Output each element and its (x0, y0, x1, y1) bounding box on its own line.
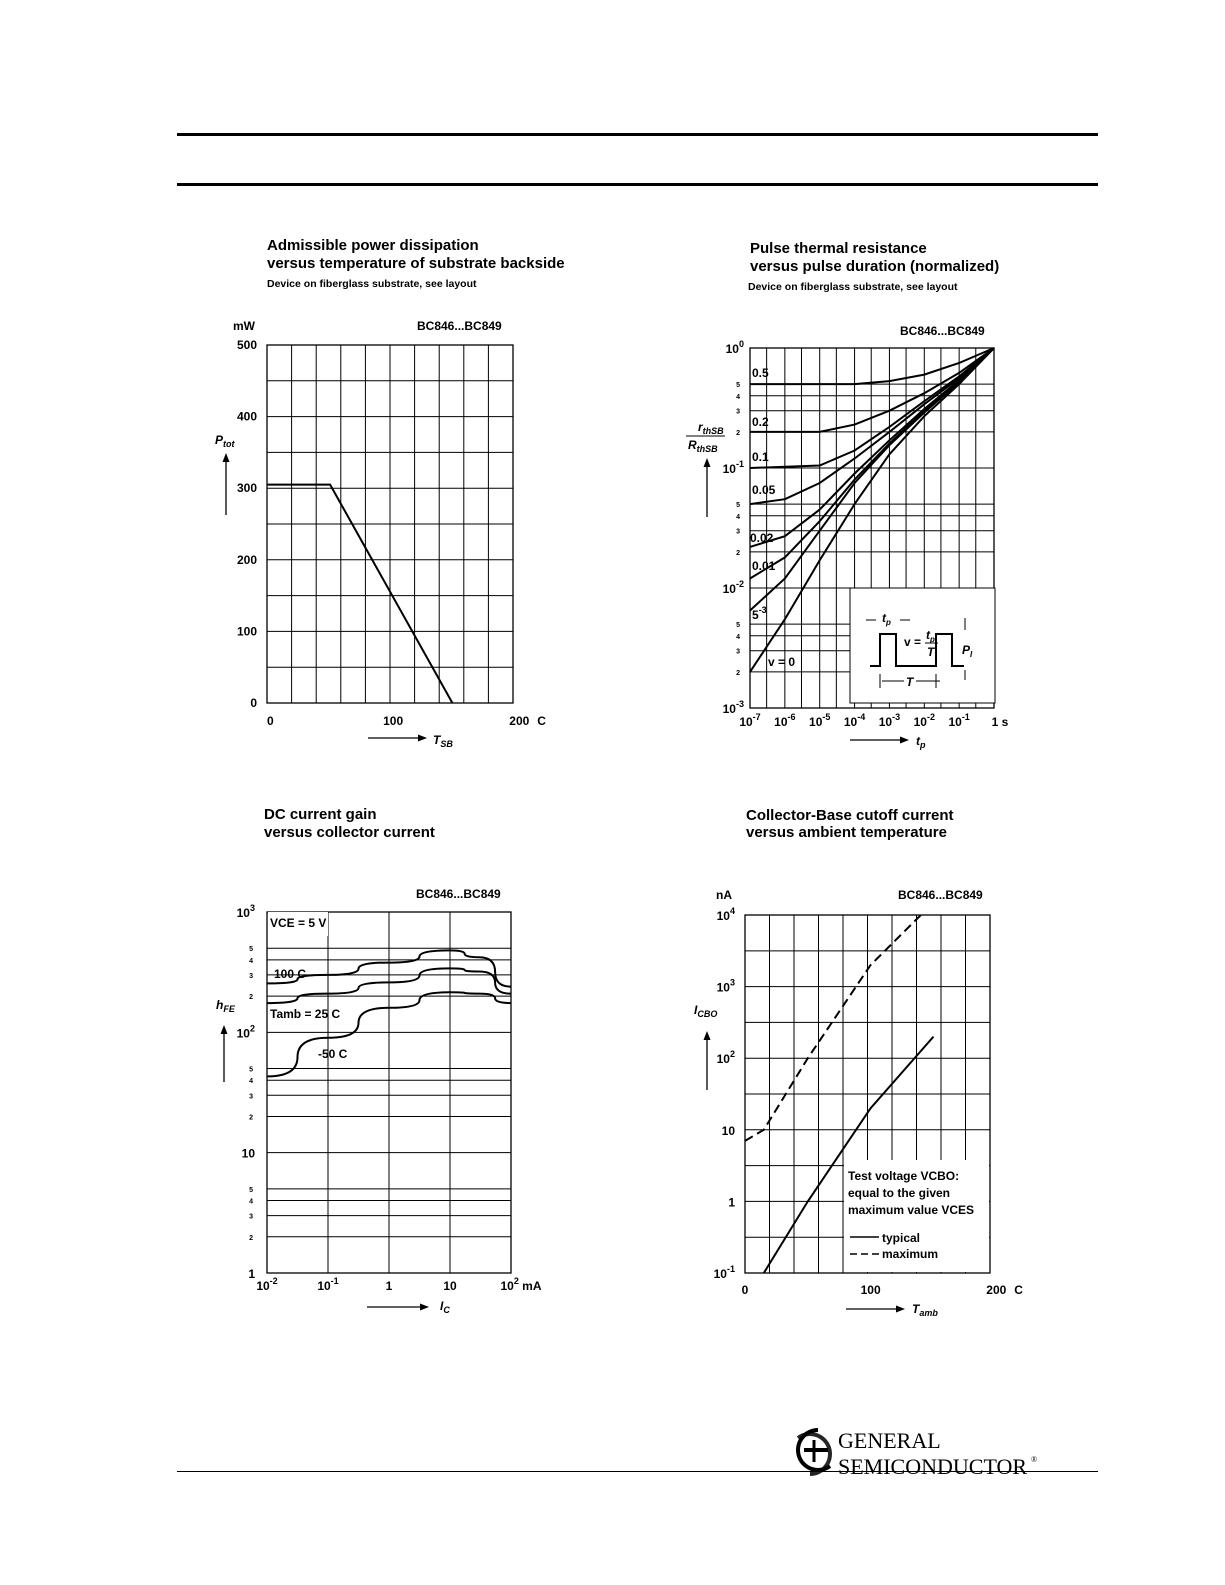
chart4-legend (844, 1160, 989, 1272)
general-semiconductor-logo (788, 1422, 1048, 1482)
logo-name-line2: SEMICONDUCTOR (838, 1454, 1028, 1479)
chart2-series-line (750, 348, 994, 432)
header-rule-bottom (177, 183, 1098, 186)
chart3-label-minus50c: -50 C (318, 1047, 348, 1061)
chart2-inset-formula-den: T (927, 645, 935, 659)
chart1-title: Admissible power dissipation (267, 237, 479, 254)
chart2-xtick-label: $10^{-3}$ (878, 712, 901, 729)
chart2-minor-ytick-label: 3 (736, 648, 740, 656)
chart3-xtick-label: $10^{-2}$ (256, 1276, 278, 1293)
chart3-xtick-label: 1 (385, 1279, 393, 1293)
chart4-yaxis-arrowhead (704, 1031, 711, 1040)
chart3-minor-ytick-label: 5 (249, 1066, 253, 1074)
chart2-ytick-label: $10^0$ (725, 339, 744, 356)
chart2-minor-ytick-label: 5 (736, 382, 740, 390)
chart4-xtick-label: 100 (860, 1283, 881, 1297)
chart1-note: Device on fiberglass substrate, see layout (267, 278, 477, 290)
chart2-minor-ytick-label: 3 (736, 528, 740, 536)
chart1-yaxis-arrowhead (223, 453, 230, 462)
chart2-inset-tp-label: $t_p$ (882, 611, 891, 627)
chart2-minor-ytick-label: 4 (736, 513, 740, 521)
chart2-xtick-label: $10^{-1}$ (948, 712, 970, 729)
chart2-minor-ytick-label: 5 (736, 622, 740, 630)
chart3-minor-ytick-label: 4 (249, 1198, 253, 1206)
chart3-ytick-label: $10^2$ (236, 1023, 255, 1041)
chart2-series-label: 0.2 (752, 415, 769, 429)
chart1-ytick-label: 200 (236, 552, 257, 567)
logo-registered-mark: ® (1031, 1455, 1038, 1464)
chart3-part: BC846...BC849 (416, 887, 501, 901)
chart3-minor-ytick-label: 2 (249, 994, 253, 1002)
chart2-inset-formula-left: v = (904, 635, 922, 649)
chart2-inset-power-label: $P_I$ (962, 643, 973, 659)
chart4-legend-line1: Test voltage VCBO: (848, 1169, 960, 1183)
chart2-title: Pulse thermal resistance (750, 240, 927, 257)
chart2-xaxis-arrowhead (900, 737, 909, 744)
chart1-ylabel: $P_{tot}$ (215, 433, 235, 449)
chart2-pulse-inset (850, 588, 995, 703)
chart3-minor-ytick-label: 5 (249, 1186, 253, 1194)
chart3-ytick-label: 1 (248, 1267, 255, 1281)
chart1-subtitle: versus temperature of substrate backside (267, 255, 565, 272)
chart3-minor-ytick-label: 3 (249, 1213, 253, 1221)
chart3-xtick-label: 10 (443, 1279, 457, 1293)
dc-current-gain-chart (200, 800, 560, 1330)
chart2-xtick-label: $10^{-4}$ (843, 712, 866, 729)
chart2-series-label: 0.5 (752, 366, 769, 380)
chart2-series-label: 0.1 (752, 450, 769, 464)
chart1-xlabel: $T_{SB}$ (433, 733, 453, 749)
chart1-ytick-label: 500 (236, 338, 257, 352)
pulse-thermal-resistance-chart (670, 230, 1030, 760)
chart2-ytick-label: $10^{-3}$ (722, 699, 744, 716)
chart4-ytick-label: $10^3$ (716, 977, 735, 995)
chart2-yaxis-arrowhead (704, 458, 711, 467)
chart2-ytick-label: $10^{-2}$ (722, 579, 744, 596)
chart4-ytick-label: $10^4$ (716, 906, 735, 923)
chart4-xtick-label: 200 (986, 1283, 1007, 1297)
chart4-xunit: C (1014, 1283, 1023, 1297)
chart2-xtick-label: $10^{-6}$ (774, 712, 796, 729)
chart4-ytick-label: $10^2$ (716, 1049, 735, 1067)
chart3-minor-ytick-label: 2 (249, 1114, 253, 1122)
chart2-inset-period-label: T (906, 675, 914, 689)
chart2-series-label: v = 0 (768, 655, 796, 669)
chart2-minor-ytick-label: 2 (736, 429, 740, 437)
chart3-minor-ytick-label: 3 (249, 972, 253, 980)
chart4-ytick-label: 1 (728, 1195, 735, 1210)
chart4-legend-maximum: maximum (882, 1247, 939, 1261)
chart2-subtitle: versus pulse duration (normalized) (750, 258, 1000, 275)
chart1-ytick-label: 400 (236, 409, 257, 424)
chart2-series-label: 0.05 (752, 483, 776, 497)
logo-name-line1: GENERAL (838, 1428, 941, 1453)
chart1-xaxis-arrowhead (418, 735, 427, 742)
chart1-xunit: C (537, 714, 546, 728)
chart4-subtitle: versus ambient temperature (746, 824, 947, 841)
chart1-yunit: mW (233, 319, 255, 333)
chart4-yunit: nA (716, 888, 732, 902)
chart3-xtick-label: $10^2$ mA (500, 1276, 542, 1293)
chart2-series-line (750, 348, 994, 468)
chart2-minor-ytick-label: 5 (736, 502, 740, 510)
collector-base-cutoff-chart (670, 800, 1030, 1330)
chart3-ytick-label: $10^3$ (236, 903, 255, 920)
chart2-minor-ytick-label: 2 (736, 669, 740, 677)
chart1-ytick-label: 300 (236, 481, 257, 496)
chart2-xtick-label: 1 s (991, 715, 1009, 729)
chart4-series-line-maximum (745, 915, 921, 1141)
chart3-minor-ytick-label: 4 (249, 1078, 253, 1086)
chart2-series-label: 0.02 (750, 531, 774, 545)
chart4-xaxis-arrowhead (896, 1306, 905, 1313)
chart2-inset-box (850, 588, 995, 703)
chart3-xlabel: $I_C$ (440, 1299, 450, 1315)
chart2-part: BC846...BC849 (900, 324, 985, 338)
chart1-ytick-label: 0 (250, 696, 257, 710)
chart1-ytick-label: 100 (236, 624, 257, 639)
chart4-xlabel: $T_{amb}$ (912, 1302, 938, 1318)
chart2-xlabel: $t_p$ (916, 734, 926, 750)
chart1-part: BC846...BC849 (417, 319, 502, 333)
chart4-ytick-label: $10^{-1}$ (713, 1264, 735, 1281)
chart4-xtick-label: 0 (741, 1283, 749, 1297)
chart2-minor-ytick-label: 3 (736, 408, 740, 416)
chart1-xtick-label: 0 (267, 714, 274, 728)
chart3-condition: VCE = 5 V (270, 916, 327, 930)
chart2-xtick-label: $10^{-2}$ (913, 712, 935, 729)
header-rule-top (177, 133, 1098, 136)
chart4-legend-line2: equal to the given (848, 1186, 951, 1200)
chart3-title: DC current gain (264, 806, 377, 823)
chart2-minor-ytick-label: 4 (736, 633, 740, 641)
chart2-xtick-label: $10^{-5}$ (809, 712, 831, 729)
chart2-xtick-label: $10^{-7}$ (739, 712, 761, 729)
chart3-xtick-label: $10^{-1}$ (317, 1276, 339, 1293)
chart4-ytick-label: 10 (721, 1123, 735, 1138)
gs-logo-icon (798, 1430, 830, 1474)
chart4-title: Collector-Base cutoff current (746, 807, 954, 824)
chart3-minor-ytick-label: 4 (249, 957, 253, 965)
chart3-ylabel: $h_{FE}$ (216, 998, 235, 1014)
chart3-label-25c: Tamb = 25 C (270, 1007, 341, 1021)
chart3-minor-ytick-label: 3 (249, 1093, 253, 1101)
chart2-inset-formula-num: $t_p$ (926, 628, 935, 644)
chart3-yaxis-arrowhead (221, 1025, 228, 1034)
chart2-note: Device on fiberglass substrate, see layout (748, 281, 958, 293)
chart1-xtick-label: 200 (509, 714, 530, 728)
chart3-minor-ytick-label: 2 (249, 1234, 253, 1242)
chart2-minor-ytick-label: 4 (736, 393, 740, 401)
chart2-minor-ytick-label: 2 (736, 549, 740, 557)
chart3-minor-ytick-label: 5 (249, 946, 253, 954)
chart1-series-line (267, 485, 452, 703)
chart2-ytick-label: $10^{-1}$ (722, 459, 744, 476)
chart2-series-label: 0.01 (752, 559, 776, 573)
chart4-legend-line3: maximum value VCES (848, 1203, 975, 1217)
chart2-series-label: $5^{-3}$ (752, 605, 767, 622)
power-dissipation-chart (200, 230, 580, 760)
chart4-legend-typical: typical (882, 1231, 921, 1245)
chart1-xtick-label: 100 (383, 714, 404, 728)
chart3-ytick-label: 10 (241, 1146, 255, 1161)
chart4-ylabel: $I_{CBO}$ (694, 1003, 718, 1019)
chart2-ylabel-denominator: $R_{thSB}$ (688, 438, 718, 454)
chart3-subtitle: versus collector current (264, 824, 435, 841)
chart2-ylabel-numerator: $r_{thSB}$ (698, 420, 724, 436)
chart3-label-100c: 100 C (274, 967, 307, 981)
chart3-xaxis-arrowhead (420, 1304, 429, 1311)
chart4-part: BC846...BC849 (898, 888, 983, 902)
